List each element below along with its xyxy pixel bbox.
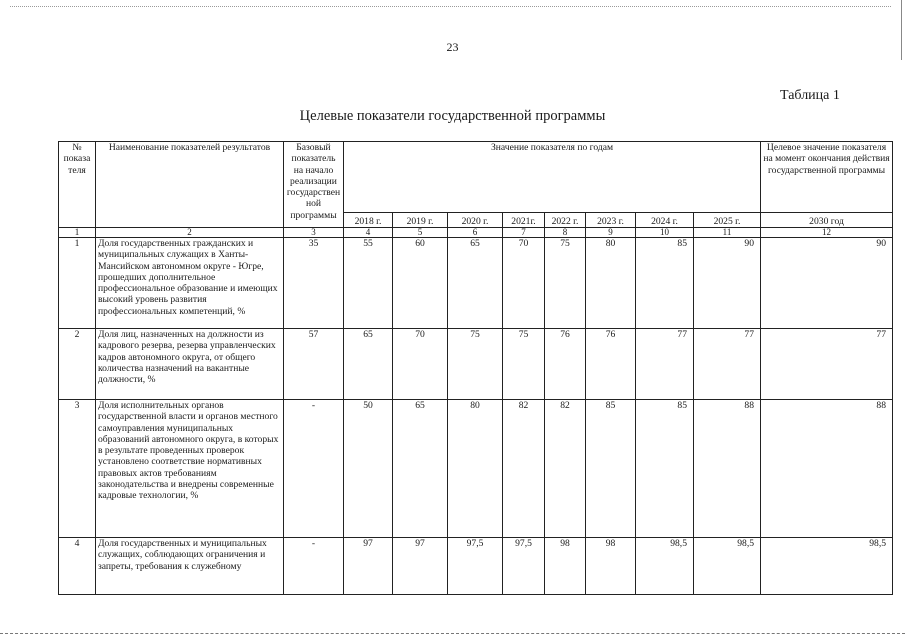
row-num: 3 (59, 400, 96, 538)
header-year: 2020 г. (448, 213, 503, 228)
row-target: 88 (761, 400, 893, 538)
indicators-table (58, 141, 893, 595)
row-value: 70 (503, 238, 545, 329)
header-year: 2023 г. (586, 213, 636, 228)
scan-artifact-bottom-line (0, 633, 905, 634)
row-base: 57 (284, 329, 344, 400)
column-number: 6 (448, 228, 503, 238)
row-value: 65 (344, 329, 393, 400)
row-value: 76 (586, 329, 636, 400)
row-value: 98 (545, 538, 586, 595)
header-year: 2021г. (503, 213, 545, 228)
document-title: Целевые показатели государственной программы (299, 108, 606, 124)
row-value: 77 (636, 329, 694, 400)
row-value: 60 (393, 238, 448, 329)
row-value: 77 (694, 329, 761, 400)
table-row (59, 329, 893, 400)
column-number: 4 (344, 228, 393, 238)
header-years-group: Значение показателя по годам (344, 142, 761, 213)
row-value: 82 (503, 400, 545, 538)
header-target: Целевое значение показателя на момент окончания действия государственной программы (761, 142, 893, 213)
table-label: Таблица 1 (780, 88, 840, 103)
row-value: 82 (545, 400, 586, 538)
row-value: 75 (545, 238, 586, 329)
row-value: 85 (636, 400, 694, 538)
scan-artifact-top-line (10, 6, 891, 7)
row-value: 65 (393, 400, 448, 538)
column-number: 9 (586, 228, 636, 238)
row-value: 85 (586, 400, 636, 538)
row-value: 65 (448, 238, 503, 329)
column-number: 2 (96, 228, 284, 238)
row-value: 80 (448, 400, 503, 538)
row-value: 97 (344, 538, 393, 595)
header-year: 2025 г. (694, 213, 761, 228)
row-name: Доля государственных гражданских и муниципальных служащих в Ханты-Мансийском автономном округе - Югре, прошедших дополнительное профессиональное образование и имеющих высокий уровень развития профессиональных компетенций, % (96, 238, 284, 329)
row-value: 70 (393, 329, 448, 400)
row-target: 77 (761, 329, 893, 400)
column-numbers-row (59, 228, 893, 238)
row-base: - (284, 538, 344, 595)
row-target: 90 (761, 238, 893, 329)
header-year: 2019 г. (393, 213, 448, 228)
column-number: 1 (59, 228, 96, 238)
header-year: 2022 г. (545, 213, 586, 228)
row-name: Доля исполнительных органов государственной власти и органов местного самоуправления муниципальных образований автономного округа, в которых в результате проведенных проверок установлено соответствие нормативных правовых актов требованиям законодательства и внедрены современные кадровые технологии, % (96, 400, 284, 538)
header-year: 2018 г. (344, 213, 393, 228)
column-number: 11 (694, 228, 761, 238)
header-name: Наименование показателей результатов (96, 142, 284, 228)
column-number: 12 (761, 228, 893, 238)
row-name: Доля лиц, назначенных на должности из кадрового резерва, резерва управленческих кадров автономного округа, от общего количества назначений на вакантные должности, % (96, 329, 284, 400)
row-num: 1 (59, 238, 96, 329)
row-value: 88 (694, 400, 761, 538)
row-value: 90 (694, 238, 761, 329)
row-name: Доля государственных и муниципальных служащих, соблюдающих ограничения и запреты, требования к служебному (96, 538, 284, 595)
column-number: 8 (545, 228, 586, 238)
row-value: 50 (344, 400, 393, 538)
row-value: 97,5 (448, 538, 503, 595)
row-value: 55 (344, 238, 393, 329)
table-row (59, 238, 893, 329)
row-value: 75 (448, 329, 503, 400)
table-row (59, 400, 893, 538)
row-value: 80 (586, 238, 636, 329)
row-base: 35 (284, 238, 344, 329)
row-target: 98,5 (761, 538, 893, 595)
row-value: 97,5 (503, 538, 545, 595)
row-value: 97 (393, 538, 448, 595)
header-num: № показа теля (59, 142, 96, 228)
column-number: 7 (503, 228, 545, 238)
header-year: 2024 г. (636, 213, 694, 228)
column-number: 5 (393, 228, 448, 238)
header-base: Базовый показатель на начало реализации государствен ной программы (284, 142, 344, 228)
row-value: 85 (636, 238, 694, 329)
header-row (59, 142, 893, 213)
page-number: 23 (446, 40, 459, 54)
row-value: 98,5 (636, 538, 694, 595)
row-num: 4 (59, 538, 96, 595)
table-row (59, 538, 893, 595)
row-value: 98,5 (694, 538, 761, 595)
column-number: 10 (636, 228, 694, 238)
row-num: 2 (59, 329, 96, 400)
row-value: 75 (503, 329, 545, 400)
row-value: 76 (545, 329, 586, 400)
row-value: 98 (586, 538, 636, 595)
row-base: - (284, 400, 344, 538)
column-number: 3 (284, 228, 344, 238)
header-target-year: 2030 год (761, 213, 893, 228)
